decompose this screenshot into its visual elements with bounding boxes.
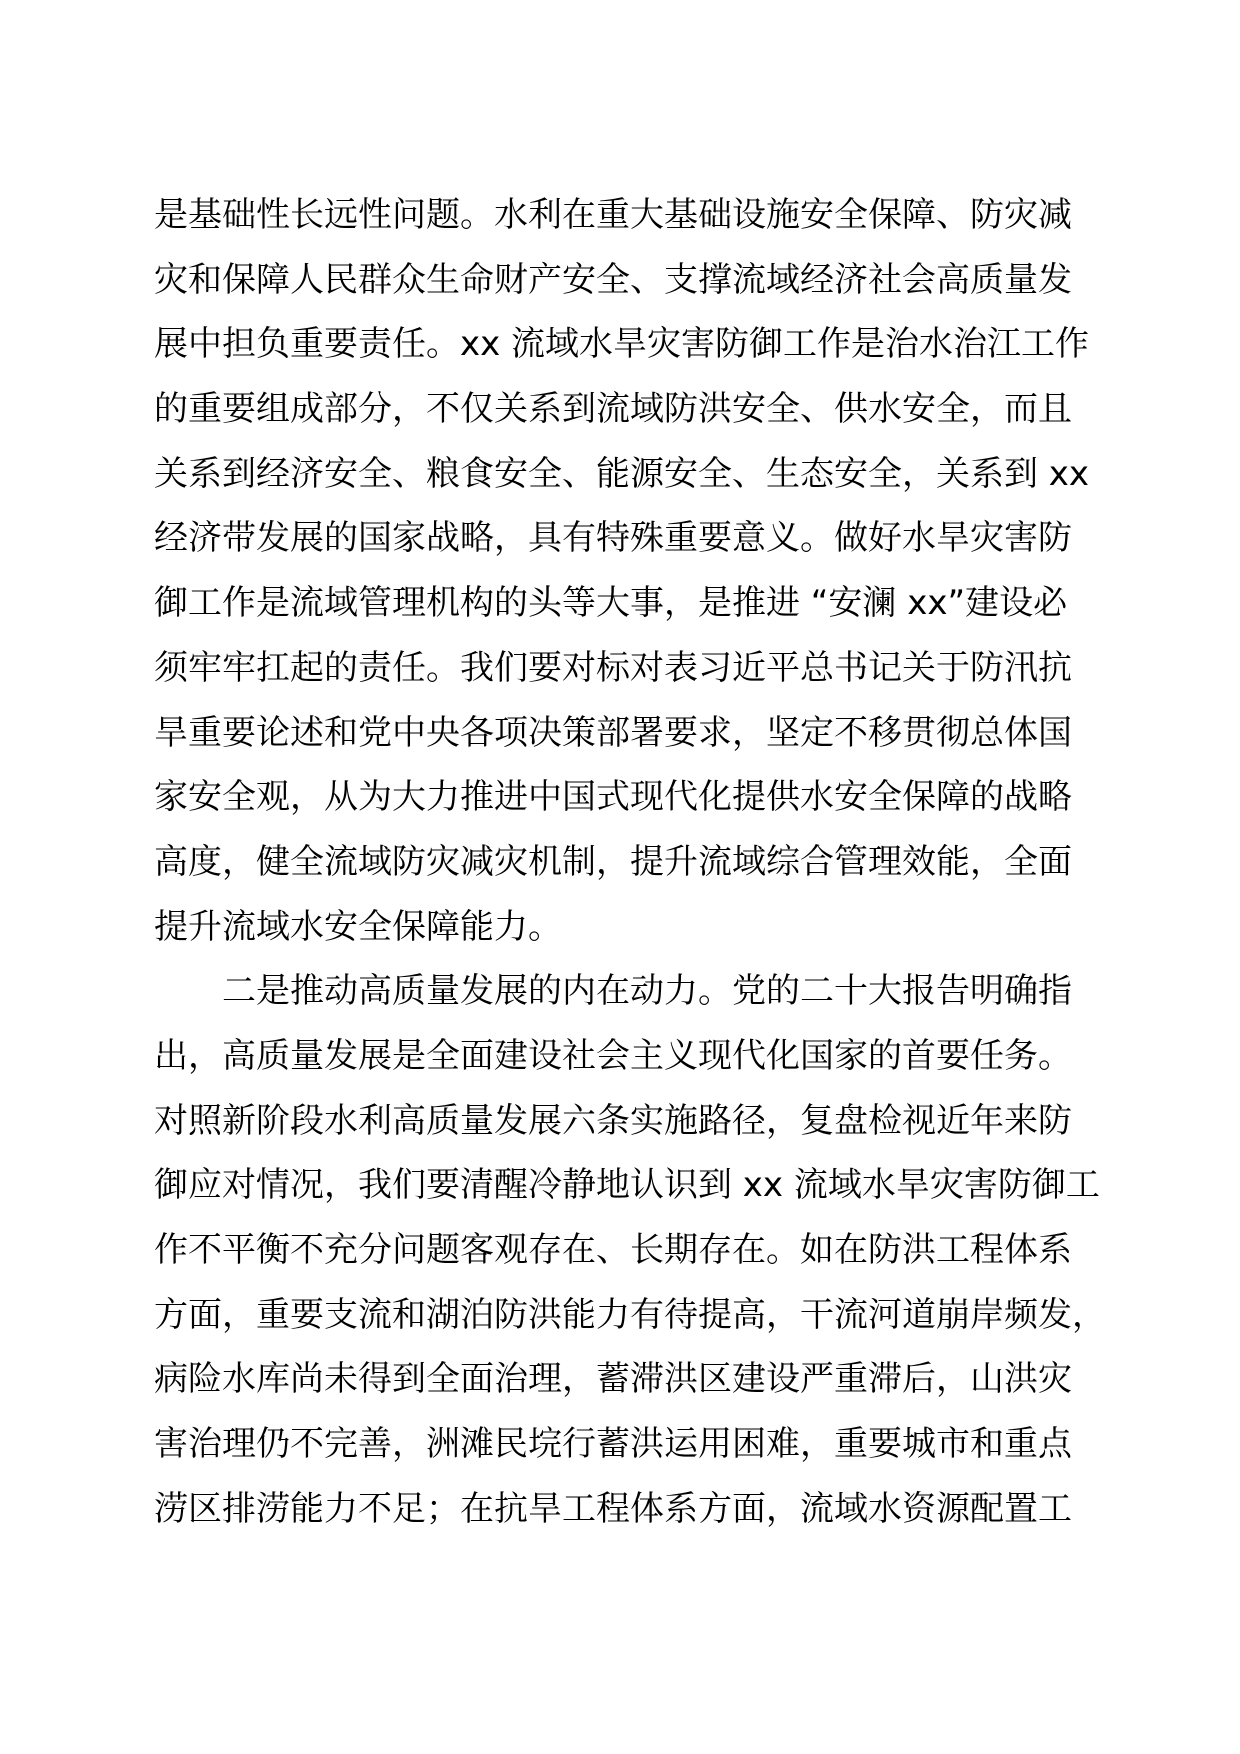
text-line: 方面，重要支流和湖泊防洪能力有待提高，干流河道崩岸频发， bbox=[154, 1294, 1106, 1335]
text-line: 须牢牢扛起的责任。我们要对标对表习近平总书记关于防汛抗 bbox=[154, 647, 1072, 688]
text-line: 关系到经济安全、粮食安全、能源安全、生态安全，关系到 xx bbox=[154, 453, 1090, 494]
text-line: 二是推动高质量发展的内在动力。党的二十大报告明确指 bbox=[154, 971, 1072, 1012]
text-line: 高度，健全流域防灾减灾机制，提升流域综合管理效能，全面 bbox=[154, 841, 1072, 882]
text-line: 经济带发展的国家战略，具有特殊重要意义。做好水旱灾害防 bbox=[154, 518, 1072, 559]
text-line: 是基础性长远性问题。水利在重大基础设施安全保障、防灾减 bbox=[154, 195, 1072, 235]
text-line: 的重要组成部分，不仅关系到流域防洪安全、供水安全，而且 bbox=[154, 389, 1072, 430]
text-line: 病险水库尚未得到全面治理，蓄滞洪区建设严重滞后，山洪灾 bbox=[154, 1359, 1072, 1400]
text-line: 对照新阶段水利高质量发展六条实施路径，复盘检视近年来防 bbox=[154, 1100, 1072, 1141]
text-line: 灾和保障人民群众生命财产安全、支撑流域经济社会高质量发 bbox=[154, 259, 1072, 300]
body-text bbox=[154, 183, 1106, 1541]
text-line: 作不平衡不充分问题客观存在、长期存在。如在防洪工程体系 bbox=[154, 1230, 1072, 1270]
text-line: 家安全观，从为大力推进中国式现代化提供水安全保障的战略 bbox=[154, 777, 1072, 818]
text-line: 御工作是流域管理机构的头等大事，是推进 “安澜 xx”建设必 bbox=[154, 583, 1068, 624]
text-line: 出，高质量发展是全面建设社会主义现代化国家的首要任务。 bbox=[154, 1035, 1072, 1076]
text-line: 涝区排涝能力不足；在抗旱工程体系方面，流域水资源配置工 bbox=[154, 1488, 1072, 1529]
text-line: 展中担负重要责任。xx 流域水旱灾害防御工作是治水治江工作 bbox=[154, 324, 1090, 365]
text-line: 害治理仍不完善，洲滩民垸行蓄洪运用困难，重要城市和重点 bbox=[154, 1424, 1072, 1465]
text-line: 御应对情况，我们要清醒冷静地认识到 xx 流域水旱灾害防御工 bbox=[154, 1165, 1100, 1206]
text-line: 提升流域水安全保障能力。 bbox=[154, 906, 562, 947]
text-line: 旱重要论述和党中央各项决策部署要求，坚定不移贯彻总体国 bbox=[154, 712, 1072, 753]
